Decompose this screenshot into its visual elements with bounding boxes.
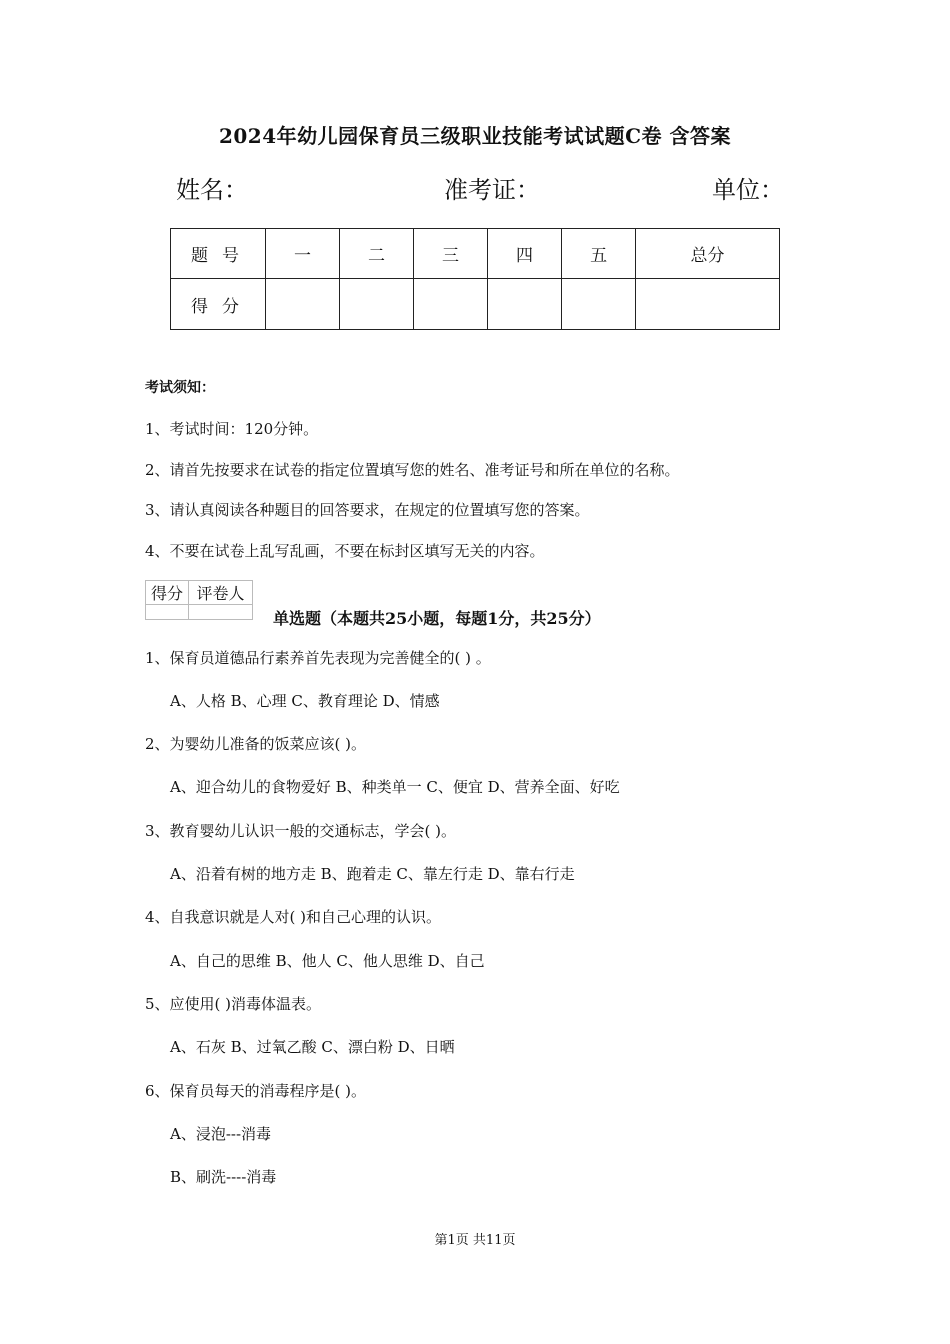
score-table-header-row xyxy=(171,229,780,279)
question-stem: 5、应使用( )消毒体温表。 xyxy=(145,995,322,1013)
exam-id-field-label: 准考证： xyxy=(444,176,540,204)
score-table-column-total: 总分 xyxy=(636,229,780,279)
score-table-column: 四 xyxy=(488,229,562,279)
score-table xyxy=(170,228,780,330)
score-table-score-row xyxy=(171,279,780,330)
grader-score-cell[interactable] xyxy=(146,605,189,620)
question-options: A、迎合幼儿的食物爱好 B、种类单一 C、便宜 D、营养全面、好吃 xyxy=(170,778,620,796)
question-stem: 6、保育员每天的消毒程序是( )。 xyxy=(145,1082,367,1100)
question-option: A、浸泡---消毒 xyxy=(170,1125,272,1143)
question-options: A、沿着有树的地方走 B、跑着走 C、靠左行走 D、靠右行走 xyxy=(170,865,575,883)
score-cell[interactable] xyxy=(340,279,414,330)
question-option: B、刷洗----消毒 xyxy=(170,1168,277,1186)
score-table-header-label: 题号 xyxy=(171,229,266,279)
grader-box xyxy=(145,580,253,620)
name-field-label: 姓名： xyxy=(176,176,248,204)
notice-heading: 考试须知： xyxy=(145,380,215,396)
question-options: A、自己的思维 B、他人 C、他人思维 D、自己 xyxy=(170,952,485,970)
score-cell[interactable] xyxy=(266,279,340,330)
grader-name-label: 评卷人 xyxy=(189,581,253,605)
notice-item: 2、请首先按要求在试卷的指定位置填写您的姓名、准考证号和所在单位的名称。 xyxy=(145,461,680,479)
grader-score-label: 得分 xyxy=(146,581,189,605)
question-stem: 4、自我意识就是人对( )和自己心理的认识。 xyxy=(145,908,442,926)
page-title: 2024年幼儿园保育员三级职业技能考试试题C卷 含答案 xyxy=(218,124,732,148)
question-stem: 3、教育婴幼儿认识一般的交通标志，学会( )。 xyxy=(145,822,457,840)
page-footer: 第1页 共11页 xyxy=(434,1233,516,1248)
question-options: A、人格 B、心理 C、教育理论 D、情感 xyxy=(170,692,440,710)
score-table-column: 二 xyxy=(340,229,414,279)
score-cell[interactable] xyxy=(488,279,562,330)
notice-item: 4、不要在试卷上乱写乱画，不要在标封区填写无关的内容。 xyxy=(145,542,545,560)
question-options: A、石灰 B、过氧乙酸 C、漂白粉 D、日晒 xyxy=(170,1038,455,1056)
score-table-score-label: 得分 xyxy=(171,279,266,330)
question-stem: 2、为婴幼儿准备的饭菜应该( )。 xyxy=(145,735,367,753)
score-cell[interactable] xyxy=(562,279,636,330)
question-stem: 1、保育员道德品行素养首先表现为完善健全的( ) 。 xyxy=(145,649,491,667)
unit-field-label: 单位： xyxy=(712,176,784,204)
section-title: 单选题（本题共25小题，每题1分，共25分） xyxy=(273,609,601,628)
notice-item: 3、请认真阅读各种题目的回答要求，在规定的位置填写您的答案。 xyxy=(145,501,590,519)
score-table-column: 三 xyxy=(414,229,488,279)
grader-name-cell[interactable] xyxy=(189,605,253,620)
score-cell[interactable] xyxy=(414,279,488,330)
score-cell-total[interactable] xyxy=(636,279,780,330)
score-table-column: 一 xyxy=(266,229,340,279)
score-table-column: 五 xyxy=(562,229,636,279)
notice-item: 1、考试时间：120分钟。 xyxy=(145,420,319,438)
